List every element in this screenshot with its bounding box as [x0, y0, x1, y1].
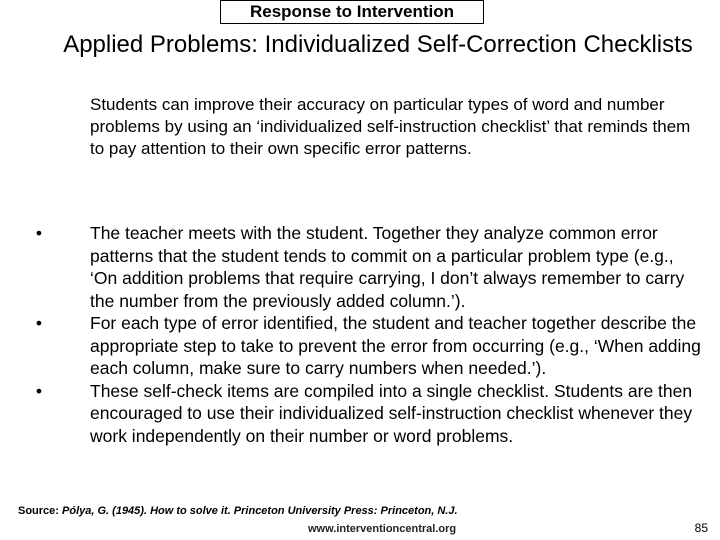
bullet-dot-icon: • [35, 313, 43, 333]
bullet-list [0, 222, 720, 447]
bullet-item [0, 312, 720, 380]
bullet-item [0, 380, 720, 448]
header-banner: Response to Intervention [220, 0, 484, 24]
intro-paragraph: Students can improve their accuracy on particular types of word and number problems by using an ‘individualized self-instruction checklist’ that reminds them to pay attention to their own specific error patterns. [90, 95, 691, 158]
bullet-dot-icon: • [35, 223, 43, 243]
footer-url-link[interactable]: www.interventioncentral.org [308, 523, 457, 535]
source-label: Source: [18, 505, 59, 517]
bullet-text: These self-check items are compiled into a single checklist. Students are then encouraged to use their individualized self-instruction checklist whenever they work independently on their number or word problems. [90, 380, 693, 446]
slide-title: Applied Problems: Individualized Self-Correction Checklists [63, 31, 693, 58]
bullet-dot-icon: • [35, 380, 43, 401]
bullet-item [0, 222, 720, 312]
bullet-text: The teacher meets with the student. Together they analyze common error patterns that the student tends to commit on a particular problem type (e.g., ‘On addition problems that require carrying, I don’t always remember to carry the number from the previously added column.’). [90, 223, 685, 311]
source-text: Pólya, G. (1945). How to solve it. Princeton University Press: Princeton, N.J. [62, 505, 458, 517]
page-number: 85 [694, 521, 708, 535]
bullet-text: For each type of error identified, the student and teacher together describe the appropriate step to take to prevent the error from occurring (e.g., ‘When adding each column, make sure to carry numbers when needed.’). [90, 313, 701, 378]
source-citation [18, 504, 578, 518]
